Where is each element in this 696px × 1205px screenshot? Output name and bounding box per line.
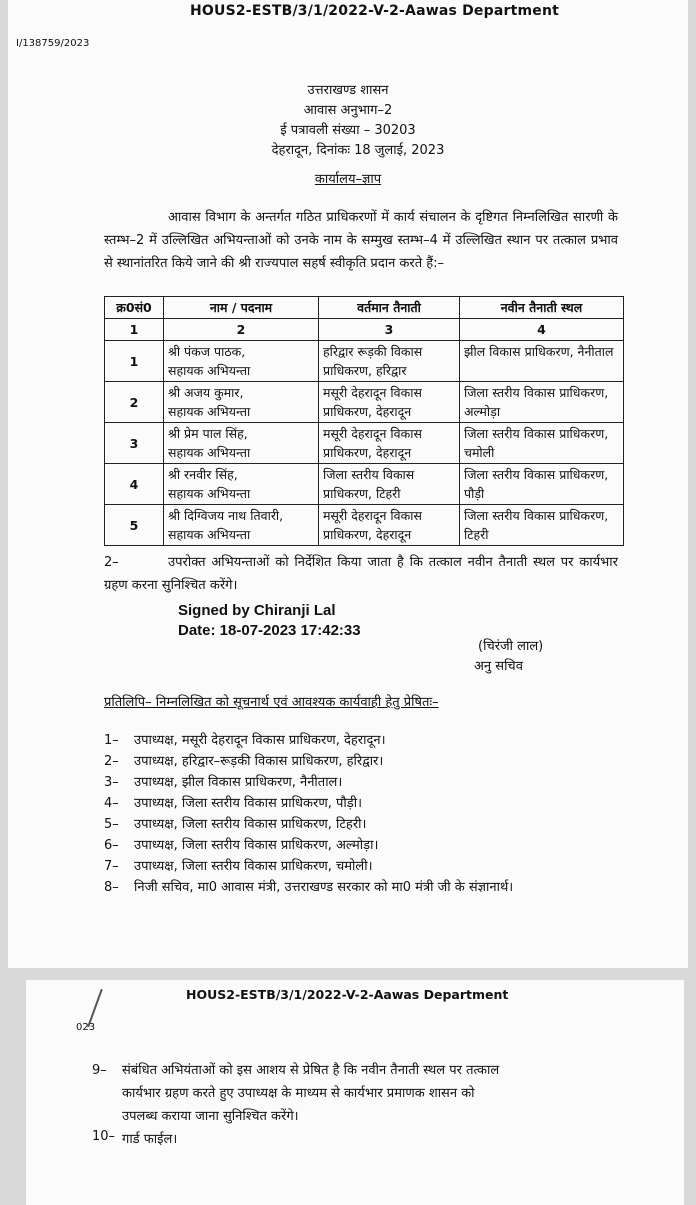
list-number: 2– [104,754,119,769]
officer-name: श्री पंकज पाठक, [168,344,246,359]
new-posting: झील विकास प्राधिकरण, नैनीताल [460,341,624,382]
copy-heading: प्रतिलिपि– निम्नलिखित को सूचनार्थ एवं आवश्यक कार्यवाही हेतु प्रेषितः– [104,695,439,710]
table-row [105,341,624,382]
officer-cell [164,341,319,382]
new-posting: जिला स्तरीय विकास प्राधिकरण, टिहरी [460,505,624,546]
list-text: उपाध्यक्ष, झील विकास प्राधिकरण, नैनीताल। [134,775,343,790]
column-number: 2 [164,319,319,341]
table-row [105,382,624,423]
officer-designation: सहायक अभियन्ता [168,527,251,542]
document-page-1 [8,0,688,968]
signer-name: (चिरंजी लाल) [478,639,544,654]
officer-name: श्री रनवीर सिंह, [168,467,238,482]
new-posting: जिला स्तरीय विकास प्राधिकरण, अल्मोड़ा [460,382,624,423]
list-number: 3– [104,775,119,790]
officer-cell [164,464,319,505]
digital-signature-name: Signed by Chiranji Lal [178,602,336,619]
item-line: कार्यभार ग्रहण करते हुए उपाध्यक्ष के माध्यम से कार्यभार प्रमाणक शासन को [122,1086,475,1101]
list-item [104,814,366,832]
list-text: उपाध्यक्ष, जिला स्तरीय विकास प्राधिकरण, चमोली। [134,859,373,874]
transfer-table [104,296,624,546]
list-item [104,772,342,790]
list-text: उपाध्यक्ष, जिला स्तरीय विकास प्राधिकरण, पौड़ी। [134,796,362,811]
table-row [105,505,624,546]
list-text: उपाध्यक्ष, जिला स्तरीय विकास प्राधिकरण, टिहरी। [134,817,367,832]
item-line: गार्ड फाईल। [122,1132,178,1147]
digital-signature-date: Date: 18-07-2023 17:42:33 [178,622,361,639]
item-number: 10– [92,1129,116,1144]
page-header: HOUS2-ESTB/3/1/2022-V-2-Aawas Department [190,3,560,19]
officer-cell [164,505,319,546]
column-number-row [105,319,624,341]
list-item [104,751,383,769]
efile-number: ई पत्रावली संख्या – 30203 [280,123,416,138]
table-header: वर्तमान तैनाती [319,297,460,319]
list-text: उपाध्यक्ष, हरिद्वार–रूड़की विकास प्राधिकरण, हरिद्वार। [134,754,384,769]
officer-designation: सहायक अभियन्ता [168,486,251,501]
officer-name: श्री प्रेम पाल सिंह, [168,426,248,441]
officer-name: श्री अजय कुमार, [168,385,244,400]
list-item [104,835,378,853]
new-posting: जिला स्तरीय विकास प्राधिकरण, चमोली [460,423,624,464]
serial-number: 3 [105,423,164,464]
list-text: उपाध्यक्ष, मसूरी देहरादून विकास प्राधिकरण, देहरादून। [134,733,386,748]
officer-name: श्री दिग्विजय नाथ तिवारी, [168,508,284,523]
list-item [104,877,513,895]
table-header: नाम / पदनाम [164,297,319,319]
item-line: संबंधित अभियंताओं को इस आशय से प्रेषित है कि नवीन तैनाती स्थल पर तत्काल [122,1063,500,1078]
paragraph-2-number: 2– [104,555,119,570]
paragraph-2: उपरोक्त अभियन्ताओं को निर्देशित किया जाता है कि तत्काल नवीन तैनाती स्थल पर कार्यभार ग्रहण करना सुनिश्चित करेंगे। [104,555,618,593]
section-name: आवास अनुभाग–2 [303,103,393,118]
list-item [104,793,362,811]
page-header: HOUS2-ESTB/3/1/2022-V-2-Aawas Department [186,987,509,1002]
place-date: देहरादून, दिनांकः 18 जुलाई, 2023 [271,143,445,158]
current-posting: हरिद्वार रूड़की विकास प्राधिकरण, हरिद्वार [319,341,460,382]
column-number: 1 [105,319,164,341]
item-line: उपलब्ध कराया जाना सुनिश्चित करेंगे। [122,1109,299,1124]
serial-number: 1 [105,341,164,382]
list-item [104,856,373,874]
current-posting: मसूरी देहरादून विकास प्राधिकरण, देहरादून [319,505,460,546]
officer-designation: सहायक अभियन्ता [168,363,251,378]
list-number: 8– [104,880,119,895]
table-header-row [105,297,624,319]
officer-designation: सहायक अभियन्ता [168,445,251,460]
list-number: 4– [104,796,119,811]
file-number: I/138759/2023 [16,38,90,49]
current-posting: मसूरी देहरादून विकास प्राधिकरण, देहरादून [319,423,460,464]
list-number: 7– [104,859,119,874]
list-number: 5– [104,817,119,832]
officer-cell [164,382,319,423]
office-memo-title: कार्यालय–ज्ञाप [314,172,382,187]
officer-cell [164,423,319,464]
column-number: 4 [460,319,624,341]
new-posting: जिला स्तरीय विकास प्राधिकरण, पौड़ी [460,464,624,505]
intro-paragraph: आवास विभाग के अन्तर्गत गठित प्राधिकरणों में कार्य संचालन के दृष्टिगत निम्नलिखित सारणी के स्तम्भ–2 में उल्लिखित अभियन्ताओं को उनके नाम के सम्मुख स्तम्भ–4 में उल्लिखित स्थान पर तत्काल प्रभाव से स्थानांतरित किये जाने की श्री राज्यपाल सहर्ष स्वीकृति प्रदान करते हैं:– [104,210,618,271]
table-row [105,423,624,464]
current-posting: मसूरी देहरादून विकास प्राधिकरण, देहरादून [319,382,460,423]
current-posting: जिला स्तरीय विकास प्राधिकरण, टिहरी [319,464,460,505]
list-text: उपाध्यक्ष, जिला स्तरीय विकास प्राधिकरण, अल्मोड़ा। [134,838,379,853]
signer-post: अनु सचिव [474,659,523,674]
serial-number: 5 [105,505,164,546]
table-header: नवीन तैनाती स्थल [460,297,624,319]
document-page-2 [26,980,684,1205]
item-number: 9– [92,1063,107,1078]
file-number-fragment: 023 [76,1022,96,1033]
table-header: क्र0सं0 [105,297,164,319]
column-number: 3 [319,319,460,341]
list-text: निजी सचिव, मा0 आवास मंत्री, उत्तराखण्ड सरकार को मा0 मंत्री जी के संज्ञानार्थ। [134,880,514,895]
table-row [105,464,624,505]
list-number: 1– [104,733,119,748]
serial-number: 4 [105,464,164,505]
list-item [104,730,386,748]
officer-designation: सहायक अभियन्ता [168,404,251,419]
list-number: 6– [104,838,119,853]
serial-number: 2 [105,382,164,423]
government-name: उत्तराखण्ड शासन [307,83,389,98]
